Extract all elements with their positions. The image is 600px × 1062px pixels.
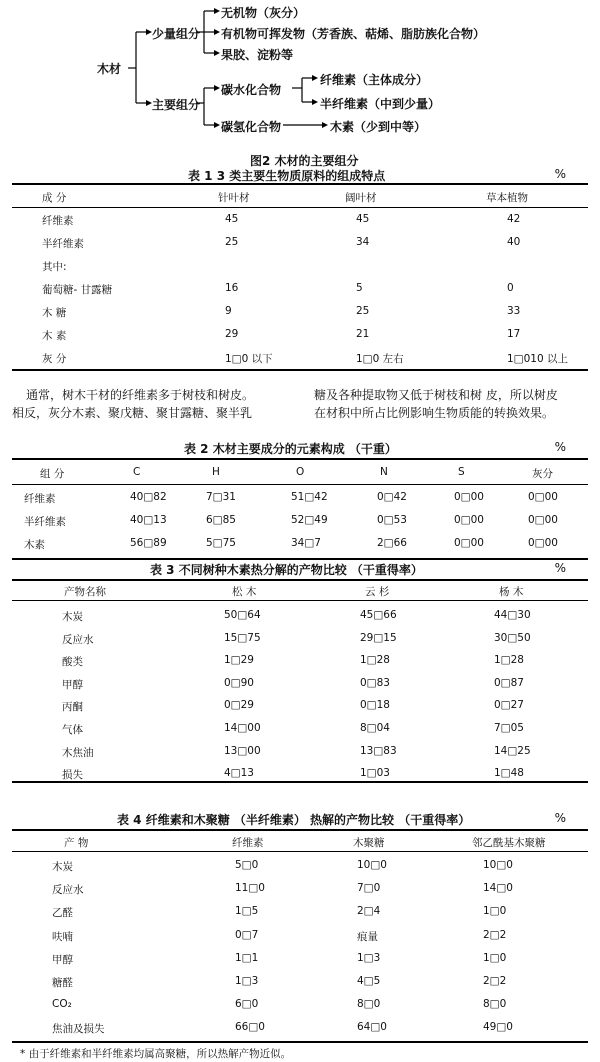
table1-cell: 21: [356, 328, 370, 340]
table3-row-label: 损失: [62, 769, 83, 782]
tree-volatiles: 有机物可挥发物（芳香族、萜烯、脂肪族化合物）: [221, 27, 486, 41]
tree-cellulose: 纤维素（主体成分）: [320, 73, 429, 87]
table1-cell: 16: [225, 282, 239, 294]
table-2-header-rule: [12, 484, 588, 485]
table1-cell: 9: [225, 305, 232, 317]
paragraph-right-line: 糖及各种提取物又低于树枝和树 皮，所以树皮: [314, 388, 558, 402]
table3-cell: 45□66: [360, 609, 397, 621]
tree-aromatic: 碳氢化合物: [221, 120, 282, 134]
table4-cell: 66□0: [235, 1021, 265, 1034]
table-2-top-rule: [12, 458, 588, 460]
table3-cell: 4□13: [224, 767, 254, 780]
table-3-header: 松 木: [232, 586, 257, 598]
table1-cell: 1□0 以下: [225, 353, 273, 365]
table4-cell: 5□0: [235, 859, 259, 871]
table2-cell: 0□53: [377, 514, 407, 526]
table-2-header: S: [458, 466, 465, 478]
table2-cell: 5□75: [206, 537, 236, 549]
table-2-header: 组 分: [40, 468, 65, 480]
table3-row-label: 木炭: [62, 611, 83, 623]
table4-cell: 1□0: [483, 951, 507, 964]
tree-inorganic: 无机物（灰分）: [221, 6, 306, 20]
table3-cell: 14□00: [224, 722, 261, 734]
table4-cell: 2□2: [483, 928, 507, 941]
table-1-header: 阔叶材: [345, 192, 377, 204]
table3-cell: 0□83: [360, 676, 390, 689]
table3-row-label: 酸类: [62, 656, 83, 669]
table1-cell: 25: [225, 236, 239, 248]
table1-cell: 42: [507, 213, 521, 225]
table4-cell: 49□0: [483, 1021, 513, 1034]
table-2-caption: 表 2 木材主要成分的元素构成 （干重）: [184, 442, 397, 456]
table4-row-label: 反应水: [52, 884, 84, 897]
table3-cell: 29□15: [360, 631, 397, 644]
table4-row-label: 焦油及损失: [52, 1023, 105, 1036]
table-4-bottom-rule: [12, 1041, 588, 1043]
table-1-header: 针叶材: [218, 192, 250, 204]
table1-cell: 1□0 左右: [356, 353, 404, 365]
table1-row-label: 其中:: [42, 261, 67, 273]
table4-row-label: 糖醛: [52, 977, 73, 989]
paragraph-left-line: 通常，树木干材的纤维素多于树枝和树皮。: [26, 388, 255, 402]
table-4-header: 纤维素: [232, 837, 264, 849]
table-1-header: 草本植物: [486, 192, 528, 204]
table-1-caption: 表 1 3 类主要生物质原料的组成特点: [188, 169, 386, 183]
table1-row-label: 半纤维素: [42, 238, 84, 250]
table4-cell: 0□7: [235, 928, 259, 941]
table-1-bottom-rule: [12, 369, 588, 371]
table4-cell: 8□0: [357, 998, 381, 1011]
tree-major-components: 主要组分: [152, 98, 201, 112]
table3-row-label: 气体: [62, 724, 83, 736]
table2-row-label: 木素: [24, 539, 45, 551]
table3-cell: 0□90: [224, 676, 254, 689]
table2-cell: 34□7: [291, 537, 321, 549]
table3-cell: 7□05: [494, 722, 524, 734]
table2-cell: 0□42: [377, 491, 407, 503]
table3-cell: 8□04: [360, 722, 390, 734]
table-2-header: 灰分: [532, 468, 553, 480]
table-4-footnote: * 由于纤维素和半纤维素均属高聚糖，所以热解产物近似。: [20, 1048, 292, 1060]
table2-cell: 0□00: [454, 514, 484, 526]
table3-cell: 1□48: [494, 767, 524, 780]
table3-cell: 1□28: [494, 654, 524, 667]
table2-cell: 6□85: [206, 514, 236, 526]
table-4-top-rule: [12, 829, 588, 831]
table1-cell: 5: [356, 282, 363, 294]
table-3-header: 杨 木: [499, 586, 524, 598]
table-4-caption: 表 4 纤维素和木聚糖 （半纤维素） 热解的产物比较 （干重得率）: [117, 813, 471, 827]
table-4-unit: %: [554, 811, 566, 825]
table2-cell: 56□89: [130, 537, 167, 549]
table4-row-label: 甲醇: [52, 953, 73, 966]
table-3-header: 产物名称: [64, 586, 106, 598]
table2-cell: 52□49: [291, 514, 328, 526]
table4-row-label: 木炭: [52, 861, 73, 873]
table1-cell: 0: [507, 282, 514, 294]
paragraph-left-line: 相反，灰分木素、聚戊糖、聚甘露糖、聚半乳: [12, 406, 253, 420]
table4-cell: 64□0: [357, 1021, 387, 1034]
table3-row-label: 反应水: [62, 633, 94, 646]
table-4-header: 产 物: [64, 837, 89, 849]
table1-cell: 33: [507, 305, 521, 317]
table-3-top-rule: [12, 579, 588, 581]
table1-row-label: 木 素: [42, 330, 67, 342]
table3-cell: 0□18: [360, 699, 390, 712]
table4-cell: 14□0: [483, 882, 513, 895]
table4-cell: 痕量: [357, 930, 378, 943]
table4-cell: 2□4: [357, 905, 381, 918]
table2-cell: 0□00: [528, 537, 558, 549]
table2-cell: 40□82: [130, 491, 167, 503]
table-3-header: 云 杉: [365, 586, 390, 598]
table4-cell: 11□0: [235, 882, 265, 895]
table3-cell: 1□28: [360, 654, 390, 667]
table1-row-label: 木 糖: [42, 307, 67, 319]
table-3-header-rule: [12, 600, 588, 601]
table3-cell: 15□75: [224, 631, 261, 644]
table3-cell: 0□27: [494, 699, 524, 712]
table2-cell: 0□00: [528, 491, 558, 503]
table4-cell: 4□5: [357, 975, 381, 987]
table-2-header: O: [296, 466, 305, 478]
table3-cell: 14□25: [494, 744, 531, 757]
table-4-header: 邻乙酰基木聚糖: [472, 837, 546, 849]
tree-root-wood: 木材: [97, 62, 122, 76]
table4-row-label: CO₂: [52, 998, 72, 1011]
table-3-unit: %: [554, 561, 566, 575]
table3-row-label: 丙酮: [62, 701, 83, 714]
table-2-header: C: [133, 466, 141, 478]
table-3-caption: 表 3 不同树种木素热分解的产物比较 （干重得率）: [150, 563, 423, 577]
tree-minor-components: 少量组分: [152, 27, 201, 41]
table-1-header: 成 分: [42, 192, 67, 204]
table-2-bottom-rule: [12, 558, 588, 560]
table2-row-label: 半纤维素: [24, 516, 66, 528]
table-1-top-rule: [12, 183, 588, 185]
table-1-header-rule: [12, 207, 588, 208]
paragraph-right-line: 在材积中所占比例影响生物质能的转换效果。: [314, 406, 555, 420]
tree-hemicellulose: 半纤维素（中到少量）: [320, 97, 441, 111]
table3-cell: 44□30: [494, 609, 531, 621]
table2-cell: 2□66: [377, 537, 407, 549]
tree-carbohydrate: 碳水化合物: [221, 83, 282, 97]
table-2-header: H: [212, 466, 220, 478]
table2-cell: 7□31: [206, 491, 236, 503]
tree-pectin-starch: 果胶、淀粉等: [221, 48, 294, 62]
table2-cell: 40□13: [130, 514, 167, 526]
table4-row-label: 呋喃: [52, 930, 73, 943]
table3-cell: 50□64: [224, 609, 261, 621]
table4-cell: 1□0: [483, 905, 507, 918]
tree-connector-lines: [0, 0, 600, 150]
table2-cell: 51□42: [291, 491, 328, 503]
table3-cell: 13□00: [224, 744, 261, 757]
table1-cell: 25: [356, 305, 370, 317]
table-2-unit: %: [554, 440, 566, 454]
table1-cell: 45: [356, 213, 370, 225]
table1-cell: 45: [225, 213, 239, 225]
table3-cell: 30□50: [494, 631, 531, 644]
table3-row-label: 木焦油: [62, 746, 94, 759]
table4-cell: 6□0: [235, 998, 259, 1011]
table1-cell: 34: [356, 236, 370, 248]
table4-cell: 1□3: [357, 951, 381, 964]
table-2-header: N: [380, 466, 388, 478]
table1-cell: 1□010 以上: [507, 353, 568, 365]
table1-cell: 40: [507, 236, 521, 248]
table-3-bottom-rule: [12, 781, 588, 783]
figure-caption: 图2 木材的主要组分: [250, 154, 359, 168]
table3-cell: 1□03: [360, 767, 390, 780]
table3-cell: 0□29: [224, 699, 254, 712]
table2-row-label: 纤维素: [24, 493, 56, 505]
table4-cell: 1□1: [235, 951, 259, 964]
table4-cell: 7□0: [357, 882, 381, 895]
table4-cell: 2□2: [483, 975, 507, 987]
table4-cell: 1□5: [235, 905, 259, 918]
table4-row-label: 乙醛: [52, 907, 73, 920]
table3-cell: 0□87: [494, 676, 524, 689]
table4-cell: 8□0: [483, 998, 507, 1011]
table1-row-label: 灰 分: [42, 353, 67, 365]
table2-cell: 0□00: [528, 514, 558, 526]
tree-lignin: 木素（少到中等）: [330, 120, 427, 134]
table-1-unit: %: [554, 167, 566, 181]
table3-row-label: 甲醇: [62, 678, 83, 691]
table-4-header-rule: [12, 851, 588, 852]
table4-cell: 10□0: [357, 859, 387, 871]
table1-row-label: 纤维素: [42, 215, 74, 227]
table2-cell: 0□00: [454, 491, 484, 503]
table1-row-label: 葡萄糖- 甘露糖: [42, 284, 113, 296]
table-4-header: 木聚糖: [353, 837, 385, 849]
table1-cell: 29: [225, 328, 239, 340]
table1-cell: 17: [507, 328, 521, 340]
table4-cell: 10□0: [483, 859, 513, 871]
table3-cell: 1□29: [224, 654, 254, 667]
table3-cell: 13□83: [360, 744, 397, 757]
table4-cell: 1□3: [235, 975, 259, 987]
table2-cell: 0□00: [454, 537, 484, 549]
